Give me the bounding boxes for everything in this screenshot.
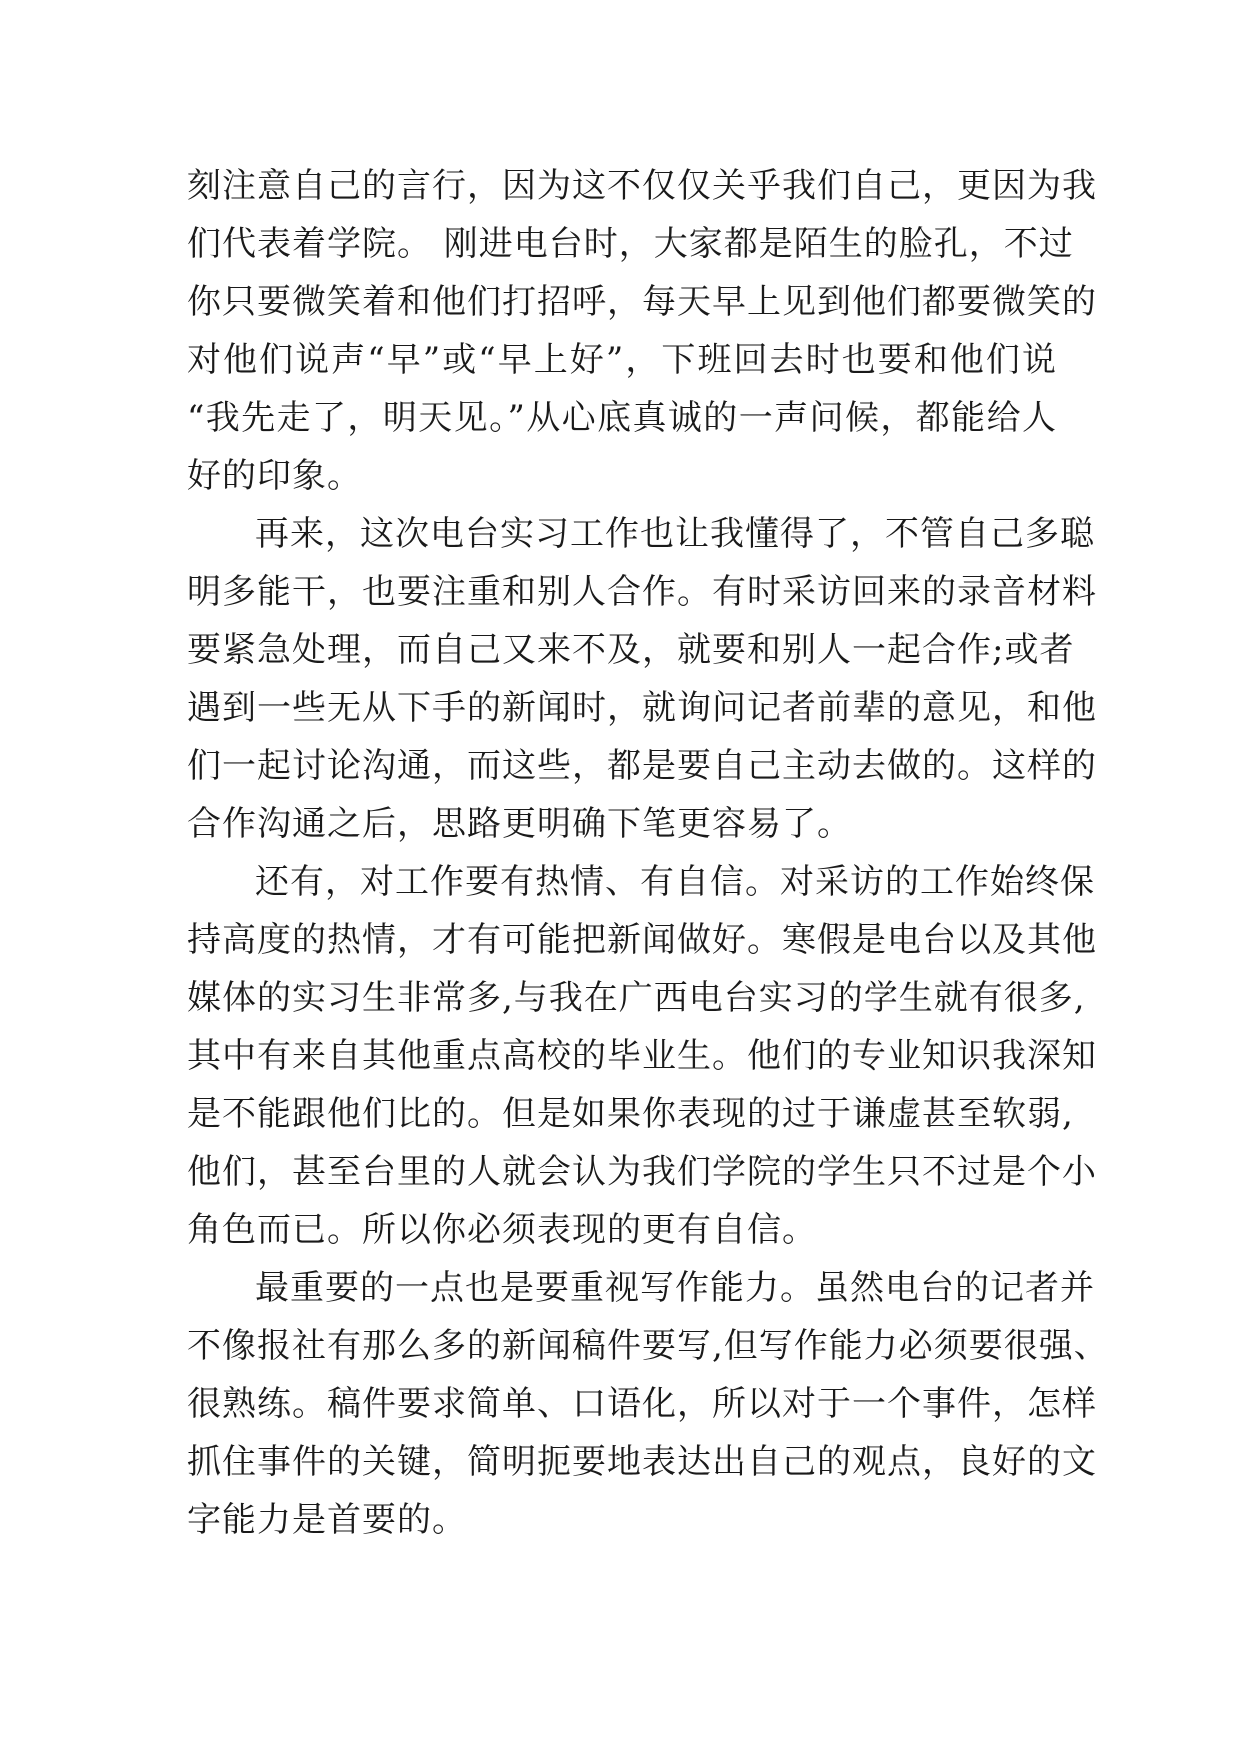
text-line: 对他们说声“早”或“早上好”，下班回去时也要和他们说 xyxy=(187,340,1057,380)
text-line: 字能力是首要的。 xyxy=(187,1500,467,1540)
text-line: 们一起讨论沟通，而这些，都是要自己主动去做的。这样的 xyxy=(187,746,1097,786)
text-line: 角色而已。所以你必须表现的更有自信。 xyxy=(187,1210,817,1250)
text-line: 抓住事件的关键，简明扼要地表达出自己的观点，良好的文 xyxy=(187,1442,1097,1482)
text-line: 再来，这次电台实习工作也让我懂得了，不管自己多聪 xyxy=(255,514,1095,554)
text-line: 不像报社有那么多的新闻稿件要写,但写作能力必须要很强、 xyxy=(187,1326,1109,1366)
body-text xyxy=(187,157,1109,1549)
text-line: 明多能干，也要注重和别人合作。有时采访回来的录音材料 xyxy=(187,572,1097,612)
text-line: 很熟练。稿件要求简单、口语化，所以对于一个事件，怎样 xyxy=(187,1384,1097,1424)
text-line: 持高度的热情，才有可能把新闻做好。寒假是电台以及其他 xyxy=(187,920,1097,960)
text-line: 刻注意自己的言行，因为这不仅仅关乎我们自己，更因为我 xyxy=(187,166,1097,206)
text-line: 们代表着学院。 刚进电台时，大家都是陌生的脸孔，不过 xyxy=(187,224,1074,264)
text-line: 你只要微笑着和他们打招呼，每天早上见到他们都要微笑的 xyxy=(187,282,1097,322)
text-line: 媒体的实习生非常多,与我在广西电台实习的学生就有很多, xyxy=(187,978,1086,1018)
text-line: 还有，对工作要有热情、有自信。对采访的工作始终保 xyxy=(255,862,1095,902)
text-line: 是不能跟他们比的。但是如果你表现的过于谦虚甚至软弱, xyxy=(187,1094,1074,1134)
text-line: 其中有来自其他重点高校的毕业生。他们的专业知识我深知 xyxy=(187,1036,1097,1076)
text-line: 要紧急处理，而自己又来不及，就要和别人一起合作;或者 xyxy=(187,630,1075,670)
text-line: 合作沟通之后，思路更明确下笔更容易了。 xyxy=(187,804,852,844)
text-line: 遇到一些无从下手的新闻时，就询问记者前辈的意见，和他 xyxy=(187,688,1097,728)
text-line: “我先走了，明天见。”从心底真诚的一声问候，都能给人 xyxy=(187,398,1057,438)
text-line: 最重要的一点也是要重视写作能力。虽然电台的记者并 xyxy=(255,1268,1095,1308)
text-line: 他们，甚至台里的人就会认为我们学院的学生只不过是个小 xyxy=(187,1152,1097,1192)
text-line: 好的印象。 xyxy=(187,456,362,496)
